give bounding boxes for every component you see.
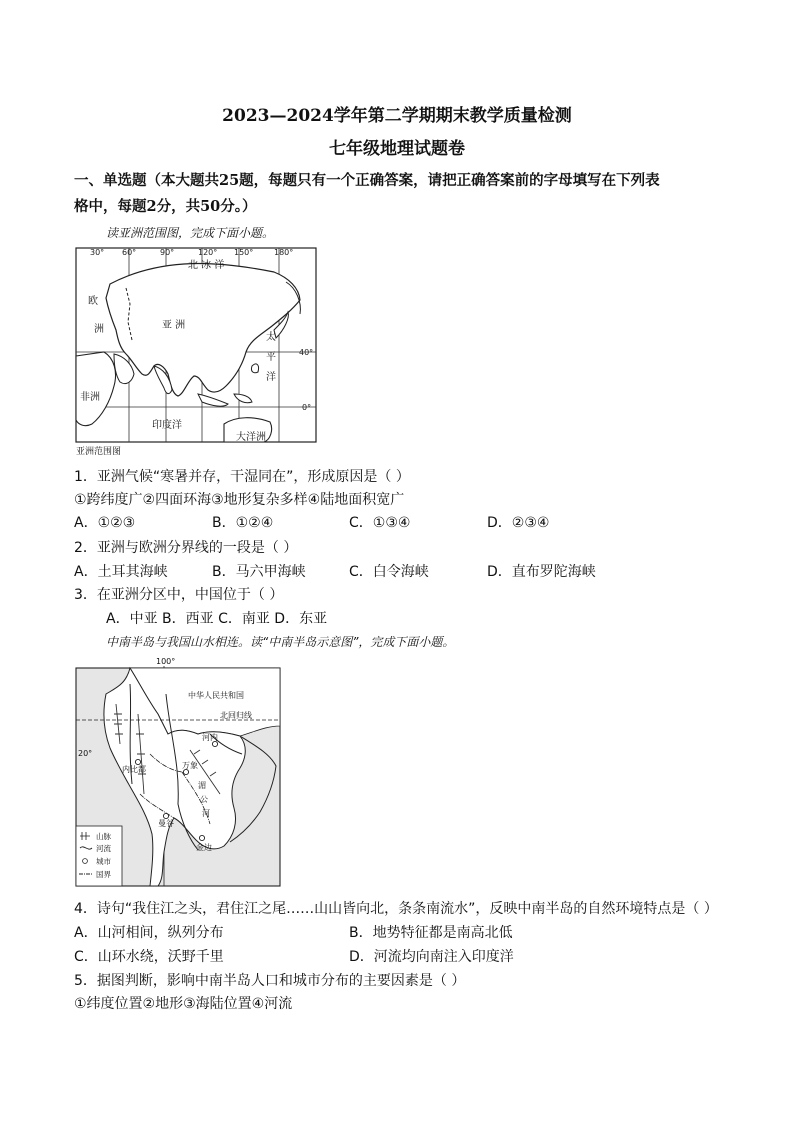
q4-option-d[interactable]: D．河流均向南注入印度洋 (349, 949, 514, 965)
mekong-label: 河 (202, 809, 210, 818)
legend-city: 城市 (96, 857, 111, 866)
q4-option-a[interactable]: A．山河相间，纵列分布 (74, 925, 224, 941)
legend-border: 国界 (96, 870, 111, 879)
pacific-label: 平 (266, 352, 276, 363)
question-1-statements: ①跨纬度广②四面环海③地形复杂多样④陆地面积宽广 (74, 492, 405, 508)
pacific-label: 太 (266, 332, 276, 343)
question-2: 2．亚洲与欧洲分界线的一段是（ ） (74, 540, 298, 556)
mekong-label: 公 (200, 795, 208, 804)
mekong-label: 湄 (198, 781, 206, 790)
exam-subtitle: 七年级地理试题卷 (329, 139, 465, 159)
section-heading-line1: 一、单选题（本大题共25题，每题只有一个正确答案，请把正确答案前的字母填写在下列表 (74, 172, 660, 189)
city-label-vientiane: 万象 (182, 761, 198, 770)
city-label-hanoi: 河内 (202, 733, 218, 742)
legend-river: 河流 (96, 844, 111, 853)
question-4: 4．诗句“我住江之头，君住江之尾……山山皆向北，条条南流水”，反映中南半岛的自然环境特点是（ ） (74, 901, 718, 917)
longitude-label: 100° (156, 657, 176, 666)
q2-option-b[interactable]: B．马六甲海峡 (212, 564, 306, 580)
legend-mountain: 山脉 (96, 832, 111, 841)
q1-option-d[interactable]: D．②③④ (487, 515, 550, 531)
lon-tick-label: 90° (160, 248, 175, 257)
question-5-statements: ①纬度位置②地形③海陆位置④河流 (74, 996, 293, 1012)
indian-ocean-label: 印度洋 (152, 420, 182, 431)
q1-option-b[interactable]: B．①②④ (212, 515, 274, 531)
question-1: 1．亚洲气候“寒暑并存，干湿同在”，形成原因是（ ） (74, 469, 410, 485)
question-3: 3．在亚洲分区中，中国位于（ ） (74, 587, 284, 603)
q2-option-d[interactable]: D．直布罗陀海峡 (487, 564, 596, 580)
africa-label: 非洲 (80, 392, 100, 403)
exam-title: 2023—2024学年第二学期期末教学质量检测 (222, 106, 572, 126)
question-5: 5．据图判断，影响中南半岛人口和城市分布的主要因素是（ ） (74, 973, 466, 989)
europe-label: 欧 (88, 296, 98, 307)
tropic-label: 北回归线 (220, 711, 252, 720)
section-heading-line2: 格中，每题2分，共50分。） (74, 198, 257, 215)
pacific-label: 洋 (266, 372, 276, 383)
latitude-label: 20° (78, 749, 93, 758)
lon-tick-label: 150° (234, 248, 254, 257)
china-label: 中华人民共和国 (188, 691, 244, 700)
q2-option-c[interactable]: C．白令海峡 (349, 564, 429, 580)
oceania-label: 大洋洲 (236, 432, 266, 443)
lat-tick-label: 0° (302, 403, 312, 412)
q4-option-c[interactable]: C．山环水绕，沃野千里 (74, 949, 224, 965)
arctic-ocean-label: 北 冰 洋 (188, 260, 225, 271)
asia-label: 亚 洲 (162, 320, 186, 331)
q2-option-a[interactable]: A．土耳其海峡 (74, 564, 168, 580)
map1-intro: 读亚洲范围图，完成下面小题。 (106, 226, 275, 240)
lat-tick-label: 40° (299, 348, 314, 357)
lon-tick-label: 60° (122, 248, 137, 257)
map-caption: 亚洲范围图 (76, 447, 122, 456)
city-label-bangkok: 曼谷 (158, 819, 174, 828)
q3-options[interactable]: A．中亚 B．西亚 C．南亚 D．东亚 (106, 611, 328, 627)
q1-option-a[interactable]: A．①②③ (74, 515, 136, 531)
city-label-naypyidaw: 内比都 (122, 765, 146, 774)
map2-intro: 中南半岛与我国山水相连。读“中南半岛示意图”，完成下面小题。 (106, 635, 455, 649)
q1-option-c[interactable]: C．①③④ (349, 515, 411, 531)
asia-range-map (74, 244, 318, 456)
indochina-map (70, 654, 286, 890)
europe-label: 洲 (94, 324, 104, 335)
city-label-phnom-penh: 金边 (196, 843, 212, 852)
map-legend (76, 826, 122, 886)
lon-tick-label: 180° (274, 248, 294, 257)
lon-tick-label: 30° (90, 248, 105, 257)
q4-option-b[interactable]: B．地势特征都是南高北低 (349, 925, 513, 941)
lon-tick-label: 120° (198, 248, 218, 257)
